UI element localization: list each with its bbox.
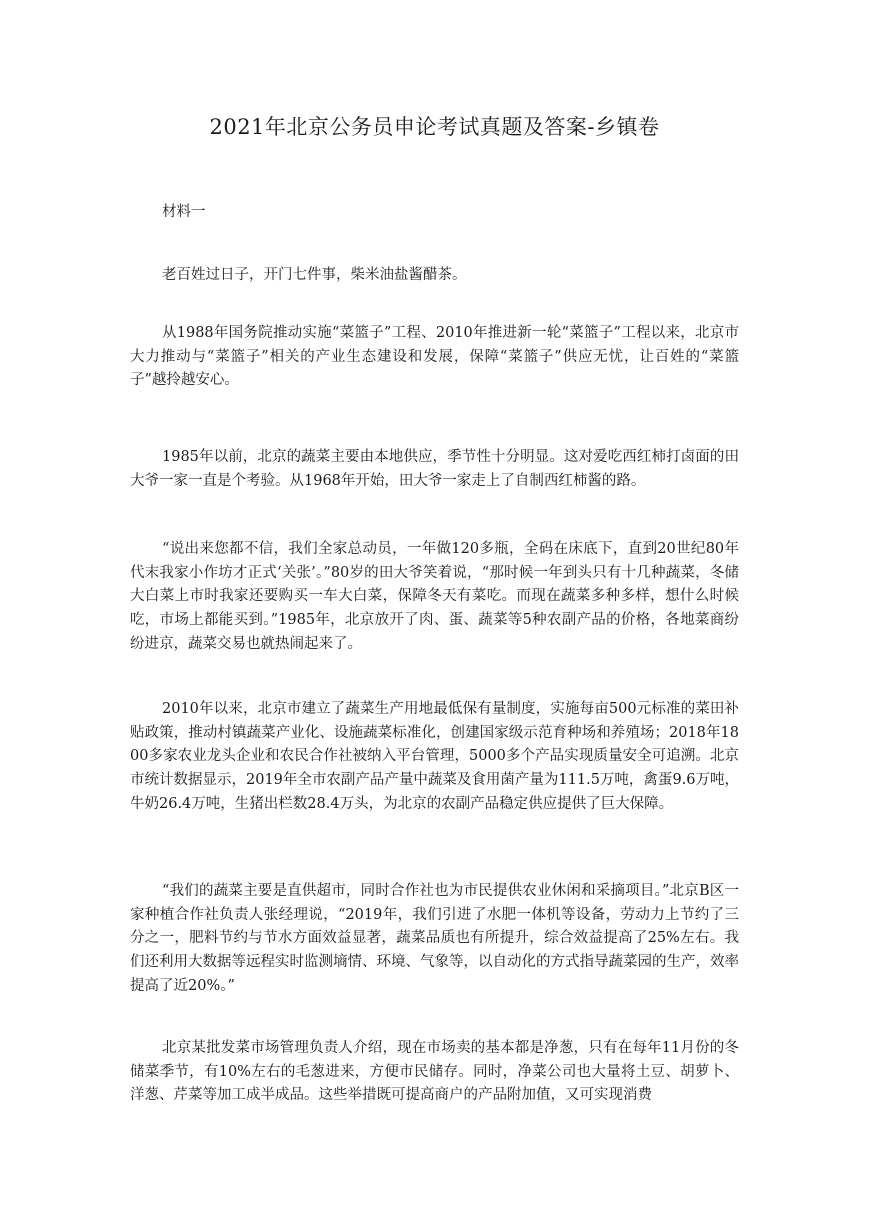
paragraph: 2010年以来，北京市建立了蔬菜生产用地最低保有量制度，实施每亩500元标准的菜田补贴政策，推动村镇蔬菜产业化、设施蔬菜标准化，创建国家级示范育种场和养殖场；2018年1800多家农业龙头企业和农民合作社被纳入平台管理，5000多个产品实现质量安全可追溯。北京市统计数据显示，2019年全市农副产品产量中蔬菜及食用菌产量为111.5万吨，禽蛋9.6万吨，牛奶26.4万吨，生猪出栏数28.4万头，为北京的农副产品稳定供应提供了巨大保障。 xyxy=(130,701,739,812)
paragraph: “说出来您都不信，我们全家总动员，一年做120多瓶，全码在床底下，直到20世纪80年代末我家小作坊才正式‘关张’。”80岁的田大爷笑着说，“那时候一年到头只有十几种蔬菜，冬储大白菜上市时我家还要购买一车大白菜，保障冬天有菜吃。而现在蔬菜多种多样，想什么时候吃，市场上都能买到。”1985年，北京放开了肉、蛋、蔬菜等5种农副产品的价格，各地菜商纷纷进京，蔬菜交易也就热闹起来了。 xyxy=(130,541,739,652)
paragraph: 从1988年国务院推动实施“菜篮子”工程、2010年推进新一轮“菜篮子”工程以来，北京市大力推动与“菜篮子”相关的产业生态建设和发展，保障“菜篮子”供应无忧，让百姓的“菜篮子”越拎越安心。 xyxy=(130,325,739,389)
paragraph: 老百姓过日子，开门七件事，柴米油盐酱醋茶。 xyxy=(162,267,467,283)
document-title: 2021年北京公务员申论考试真题及答案-乡镇卷 xyxy=(209,115,660,139)
section-label: 材料一 xyxy=(162,204,206,220)
paragraph: 北京某批发菜市场管理负责人介绍，现在市场卖的基本都是净葱，只有在每年11月份的冬储菜季节，有10%左右的毛葱进来，方便市民储存。同时，净菜公司也大量将土豆、胡萝卜、洋葱、芹菜等加工成半成品。这些举措既可提高商户的产品附加值，又可实现消费 xyxy=(130,1040,739,1104)
paragraph: “我们的蔬菜主要是直供超市，同时合作社也为市民提供农业休闲和采摘项目。”北京B区一家种植合作社负责人张经理说，“2019年，我们引进了水肥一体机等设备，劳动力上节约了三分之一，肥料节约与节水方面效益显著，蔬菜品质也有所提升，综合效益提高了25%左右。我们还利用大数据等远程实时监测墒情、环境、气象等，以自动化的方式指导蔬菜园的生产，效率提高了近20%。” xyxy=(130,883,739,994)
paragraph: 1985年以前，北京的蔬菜主要由本地供应，季节性十分明显。这对爱吃西红柿打卤面的田大爷一家一直是个考验。从1968年开始，田大爷一家走上了自制西红柿酱的路。 xyxy=(130,449,739,489)
